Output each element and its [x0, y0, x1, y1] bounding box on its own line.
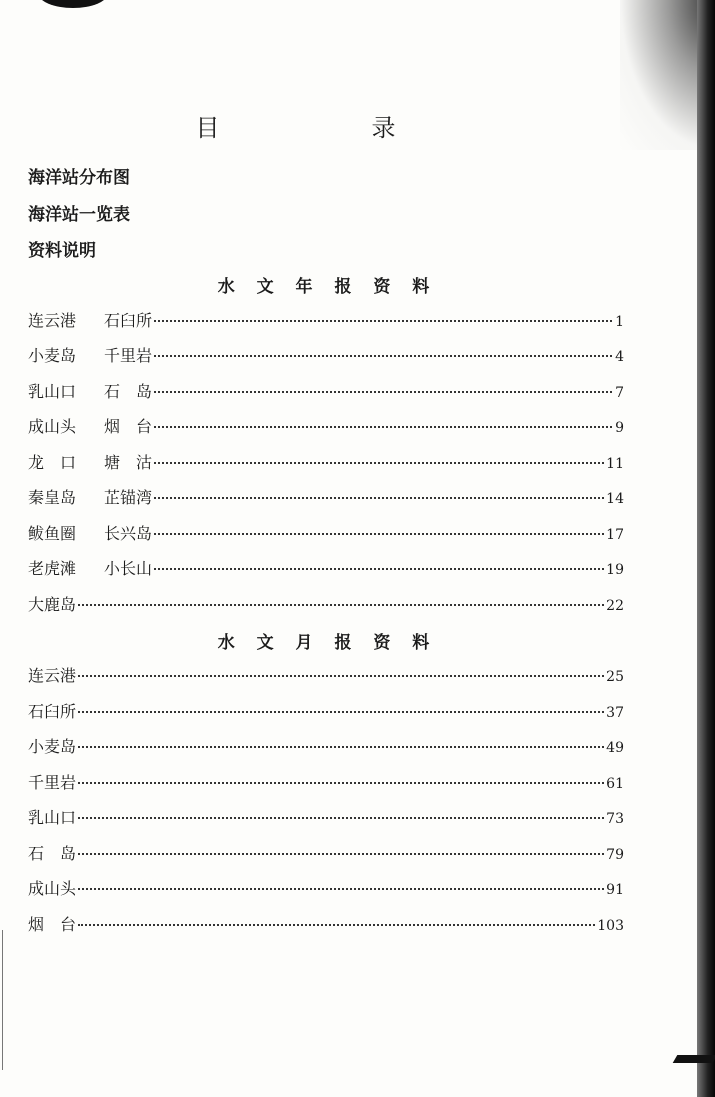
toc-entry-page: 91: [606, 882, 624, 898]
toc-entry-page: 17: [606, 527, 624, 543]
toc-entry[interactable]: [28, 485, 624, 509]
dot-leader: [78, 853, 604, 855]
toc-entry-page: 14: [606, 491, 624, 507]
toc-entry[interactable]: [28, 663, 624, 687]
toc-entry-region: 秦皇岛: [28, 488, 77, 507]
dot-leader: [154, 533, 604, 535]
front-item-station-map: 海洋站分布图: [28, 168, 130, 188]
scan-artifact-left-line: [2, 930, 3, 1070]
toc-entry[interactable]: [28, 308, 624, 332]
toc-entry[interactable]: [28, 805, 624, 829]
toc-entry-region: 老虎滩: [28, 559, 77, 578]
dot-leader: [78, 746, 604, 748]
toc-entry[interactable]: [28, 876, 624, 900]
toc-entry[interactable]: [28, 734, 624, 758]
dot-leader: [154, 391, 612, 393]
toc-entry-page: 4: [615, 349, 624, 365]
toc-entry-station: 塘 沽: [104, 453, 153, 472]
toc-entry-page: 11: [606, 456, 624, 472]
toc-entry-station: 石臼所: [104, 311, 153, 330]
toc-entry-region: 石臼所: [28, 702, 77, 721]
front-item-station-list: 海洋站一览表: [28, 205, 130, 225]
toc-entry[interactable]: [28, 414, 624, 438]
toc-entry-station: 小长山: [104, 559, 153, 578]
toc-entry[interactable]: [28, 841, 624, 865]
dot-leader: [154, 462, 604, 464]
dot-leader: [78, 924, 595, 926]
toc-entry-station: 千里岩: [104, 346, 153, 365]
toc-entry-region: 乳山口: [28, 382, 77, 401]
dot-leader: [78, 711, 604, 713]
toc-entry-region: 小麦岛: [28, 346, 77, 365]
dot-leader: [154, 568, 604, 570]
toc-entry[interactable]: [28, 556, 624, 580]
toc-entry-station: 石 岛: [104, 382, 153, 401]
section-heading-monthly: 水 文 月 报 资 料: [217, 633, 438, 653]
toc-entry-page: 22: [606, 598, 624, 614]
toc-entry-page: 25: [606, 669, 624, 685]
dot-leader: [154, 355, 612, 357]
dot-leader: [154, 497, 604, 499]
dot-leader: [78, 817, 604, 819]
scan-artifact-bottom: [673, 1055, 715, 1063]
toc-entry[interactable]: [28, 450, 624, 474]
dot-leader: [154, 426, 612, 428]
dot-leader: [154, 320, 612, 322]
toc-entry[interactable]: [28, 912, 624, 936]
dot-leader: [78, 675, 604, 677]
dot-leader: [78, 888, 604, 890]
toc-entry-page: 79: [606, 847, 624, 863]
toc-entry-region: 石 岛: [28, 844, 77, 863]
toc-entry-page: 7: [615, 385, 624, 401]
dot-leader: [78, 782, 604, 784]
dot-leader: [78, 604, 604, 606]
toc-entry[interactable]: [28, 770, 624, 794]
toc-entry-station: 长兴岛: [104, 524, 153, 543]
section-heading-annual: 水 文 年 报 资 料: [217, 277, 438, 297]
toc-entry-region: 大鹿岛: [28, 595, 77, 614]
toc-entry-region: 千里岩: [28, 773, 77, 792]
toc-entry-region: 小麦岛: [28, 737, 77, 756]
toc-entry[interactable]: [28, 592, 624, 616]
toc-entry-station: 烟 台: [104, 417, 153, 436]
page-title: 目 录: [195, 114, 460, 142]
toc-entry-region: 连云港: [28, 311, 77, 330]
toc-entry-page: 73: [606, 811, 624, 827]
toc-entry[interactable]: [28, 521, 624, 545]
toc-entry[interactable]: [28, 699, 624, 723]
toc-entry[interactable]: [28, 379, 624, 403]
toc-entry-region: 烟 台: [28, 915, 77, 934]
toc-entry-page: 19: [606, 562, 624, 578]
toc-entry-page: 37: [606, 705, 624, 721]
scan-artifact-top: [38, 0, 108, 8]
toc-entry-region: 连云港: [28, 666, 77, 685]
toc-entry-region: 成山头: [28, 417, 77, 436]
toc-entry-page: 103: [597, 918, 624, 934]
toc-entry-page: 49: [606, 740, 624, 756]
toc-entry-station: 芷锚湾: [104, 488, 153, 507]
toc-entry-region: 龙 口: [28, 453, 77, 472]
toc-entry-page: 9: [615, 420, 624, 436]
toc-entry-page: 1: [615, 314, 624, 330]
front-item-data-notes: 资料说明: [28, 241, 96, 261]
toc-entry-region: 成山头: [28, 879, 77, 898]
toc-entry-page: 61: [606, 776, 624, 792]
scan-artifact-right-edge: [697, 0, 715, 1097]
toc-entry-region: 乳山口: [28, 808, 77, 827]
toc-entry-region: 鲅鱼圈: [28, 524, 77, 543]
toc-entry[interactable]: [28, 343, 624, 367]
